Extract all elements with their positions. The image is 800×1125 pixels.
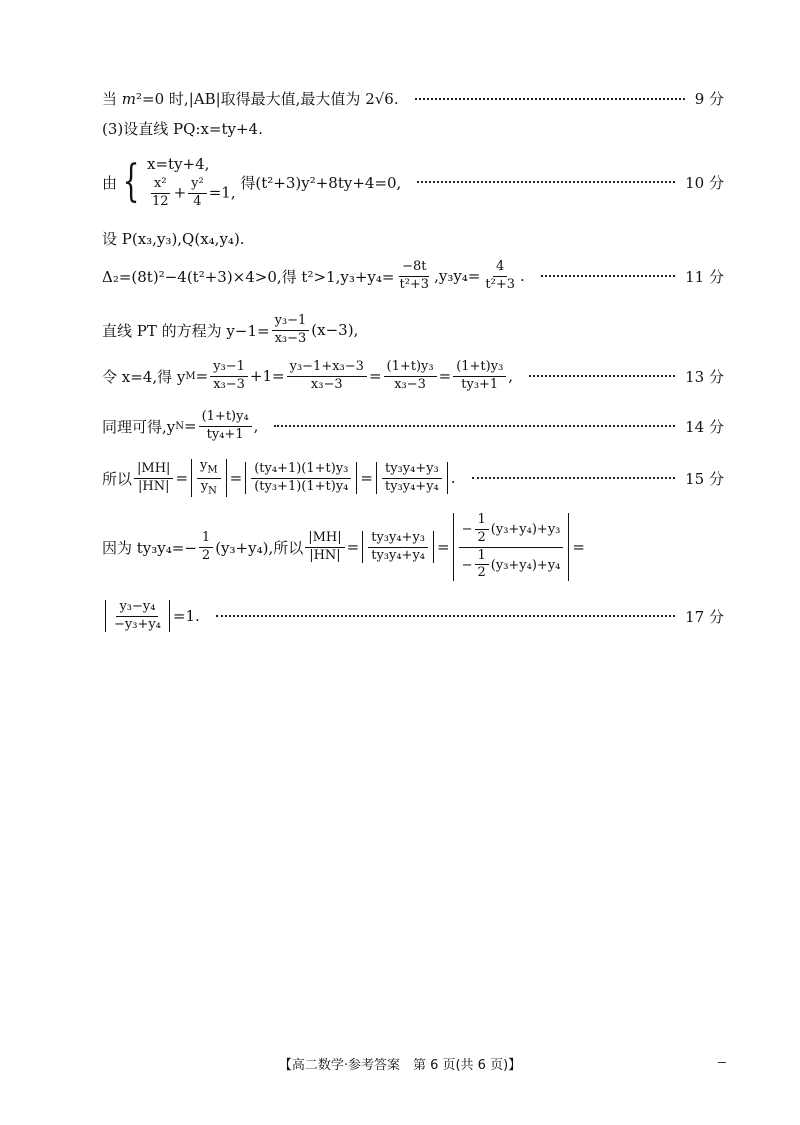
leader-dots: [415, 98, 685, 100]
page-footer: 【高二数学·参考答案 第 6 页(共 6 页)】: [278, 1058, 522, 1073]
expression: 所以 $\frac{|MH|}{|HN|}$ = $\frac{y_M}{y_N}$ = $\frac{\text{(ty₄+1)(1+t)y₃}}{\text{(ty₃+1)(1+t)y₄}}$ = $\frac{\text{ty₃y₄+y₃}}{\text{ty₃y₄+y₄}}$ .: [102, 458, 456, 497]
score-label: 15 分: [685, 469, 724, 488]
expression: 因为 ty₃y₄=− $\frac{1}{2}$ (y₃+y₄),所以 $\frac{|MH|}{|HN|}$ = $\frac{\text{ty₃y₄+y₃}}{\text{ty₃y₄+y₄}}$ = − $\frac{1}{2}$ (y₃+y₄)+y₃ − $\frac{1}{2}$ (y₃+y₄)+y₄ =: [102, 511, 585, 581]
line-because: [102, 512, 724, 582]
leader-dots: [529, 375, 675, 377]
expression: 设 P(x₃,y₃),Q(x₄,y₄).: [102, 230, 245, 248]
leader-dots: [274, 425, 675, 427]
line-17: [102, 594, 724, 638]
system-brace: [117, 155, 236, 210]
corner-mark: [718, 1062, 726, 1063]
leader-dots: [541, 275, 675, 277]
line-14: [102, 406, 724, 446]
score-label: 14 分: [685, 417, 724, 436]
expression: 当 m ²=0 时,|AB|取得最大值,最大值为 2√6.: [102, 89, 399, 108]
line-pq: [102, 118, 724, 139]
expression: Δ₂=(8t)²−4(t²+3)×4>0,得 t²>1,y₃+y₄= $\frac{-8t}{\text{t²+3}}$ ,y₃y₄= $\frac{4}{\text{t²+3}}$ .: [102, 258, 525, 292]
line-pt: [102, 310, 724, 350]
expression: 同理可得,y N = $\frac{\text{(1+t)y₄}}{\text{ty₄+1}}$ ,: [102, 408, 259, 442]
score-label: 10 分: [685, 173, 724, 192]
leader-dots: [417, 181, 675, 183]
brace-glyph: {: [122, 156, 140, 207]
expression: 由 { x=ty+4, $\frac{\text{x²}}{12}$ + $\frac{\text{y²}}{4}$ =1, 得(t²+3)y²+8ty+4=0,: [102, 154, 402, 209]
leader-dots: [216, 615, 675, 617]
score-label: 9 分: [694, 90, 724, 108]
line-10: [102, 150, 724, 214]
system-row-2: $\frac{\text{x²}}{12}$ + $\frac{\text{y²}}{4}$ =1,: [152, 175, 236, 209]
line-15: [102, 456, 724, 500]
expression: 直线 PT 的方程为 y−1= $\frac{\text{y₃−1}}{\text{x₃−3}}$ (x−3),: [102, 312, 359, 346]
line-points: [102, 228, 724, 249]
expression: 令 x=4,得 y M = $\frac{\text{y₃−1}}{\text{x₃−3}}$ +1= $\frac{\text{y₃−1+x₃−3}}{\text{x₃−3}}$ = $\frac{\text{(1+t)y₃}}{\text{x₃−3}}$ = $\frac{\text{(1+t)y₃}}{\text{ty₃+1}}$ ,: [102, 358, 514, 392]
expression: (3)设直线 PQ:x=ty+4.: [102, 120, 263, 138]
line-13: [102, 356, 724, 396]
system-row-1: x=ty+4,: [147, 154, 210, 173]
leader-dots: [472, 477, 676, 479]
expression: $\frac{\text{y₃−y₄}}{\text{−y₃+y₄}}$ =1.: [102, 600, 200, 633]
line-11: [102, 256, 724, 296]
score-label: 17 分: [685, 607, 724, 626]
score-label: 11 分: [685, 267, 724, 286]
score-label: 13 分: [685, 367, 724, 386]
line-9: [102, 88, 724, 109]
